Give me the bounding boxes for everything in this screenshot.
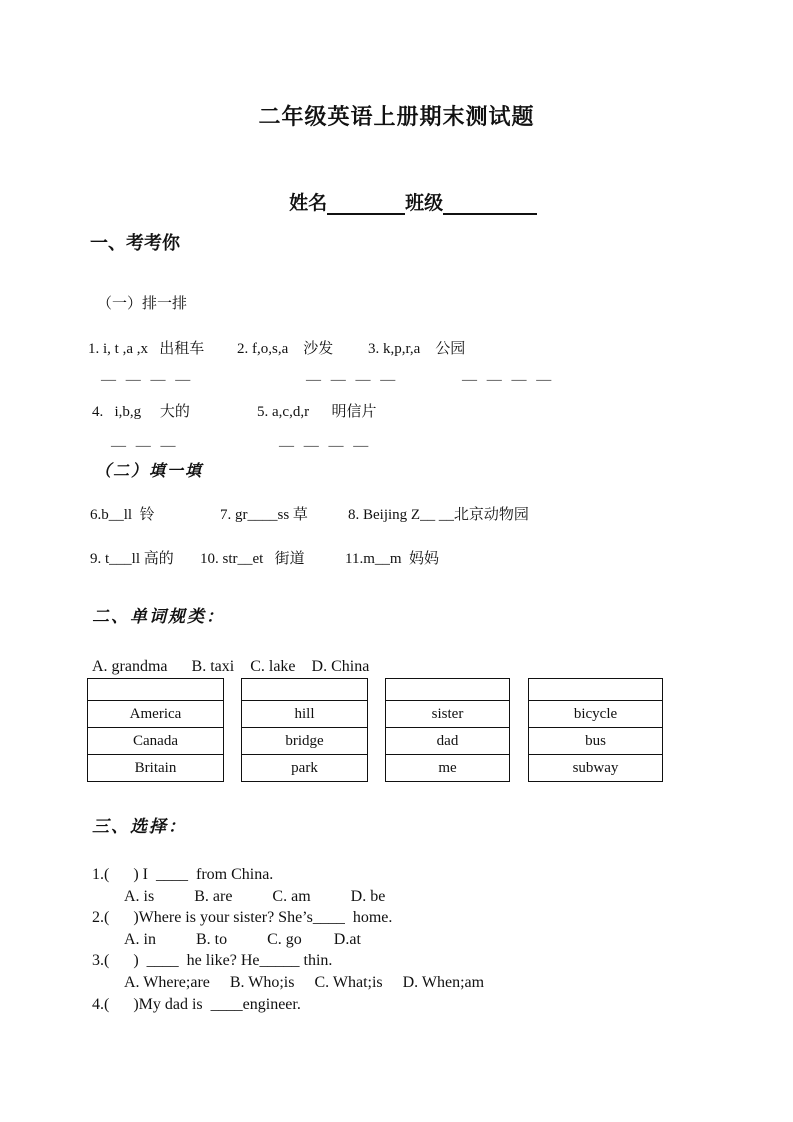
section-one-heading: 一、考考你 [90, 233, 180, 253]
classify-table-3 [385, 678, 510, 782]
table-cell: Canada [88, 727, 223, 754]
sort-item-3: 3. k,p,r,a 公园 [368, 341, 466, 357]
table-cell: bridge [242, 727, 367, 754]
fill-item-7: 7. gr____ss 草 [220, 507, 308, 523]
dash-group-4: — — — [111, 438, 179, 454]
part-b-heading: （二）填一填 [95, 463, 204, 480]
word-bank: A. grandma B. taxi C. lake D. China [92, 658, 370, 675]
section-three-heading: 三、选择： [92, 817, 187, 836]
sort-item-4: 4. i,b,g 大的 [92, 404, 190, 420]
table-cell: dad [386, 727, 509, 754]
dash-group-3: — — — — [462, 372, 555, 388]
table-cell: bicycle [529, 700, 662, 727]
fill-item-11: 11.m__m 妈妈 [345, 551, 440, 567]
classify-table-1 [87, 678, 224, 782]
question-line-3: 3.( ) ____ he like? He_____ thin. [92, 952, 333, 969]
sort-item-2: 2. f,o,s,a 沙发 [237, 341, 334, 357]
fill-item-6: 6.b__ll 铃 [90, 507, 155, 523]
option-line-2: A. in B. to C. go D.at [124, 931, 361, 948]
table-cell [529, 679, 662, 700]
section-two-heading: 二、单词规类： [92, 607, 225, 626]
fill-item-9: 9. t___ll 高的 [90, 551, 174, 567]
dash-group-1: — — — — [101, 372, 194, 388]
question-line-4: 4.( )My dad is ____engineer. [92, 996, 301, 1013]
question-line-1: 1.( ) I ____ from China. [92, 866, 274, 883]
table-cell: hill [242, 700, 367, 727]
table-cell: subway [529, 754, 662, 781]
option-line-1: A. is B. are C. am D. be [124, 888, 386, 905]
fill-item-8: 8. Beijing Z__ __北京动物园 [348, 507, 529, 523]
dash-group-5: — — — — [279, 438, 372, 454]
sort-item-5: 5. a,c,d,r 明信片 [257, 404, 377, 420]
table-cell: bus [529, 727, 662, 754]
class-label: 班级 [405, 193, 444, 214]
sort-item-1: 1. i, t ,a ,x 出租车 [88, 341, 205, 357]
dash-group-2: — — — — [306, 372, 399, 388]
classify-table-2 [241, 678, 368, 782]
page-title: 二年级英语上册期末测试题 [258, 104, 535, 129]
name-blank [327, 195, 405, 215]
option-line-3: A. Where;are B. Who;is C. What;is D. When;am [124, 974, 485, 991]
name-class-line [268, 166, 537, 237]
table-cell: me [386, 754, 509, 781]
table-cell: park [242, 754, 367, 781]
part-a-heading: （一）排一排 [97, 296, 188, 312]
table-cell: sister [386, 700, 509, 727]
classify-table-4 [528, 678, 663, 782]
question-line-2: 2.( )Where is your sister? She’s____ home. [92, 909, 393, 926]
class-blank [443, 195, 537, 215]
fill-item-10: 10. str__et 街道 [200, 551, 305, 567]
table-cell [242, 679, 367, 700]
table-cell: America [88, 700, 223, 727]
table-cell [88, 679, 223, 700]
name-label: 姓名 [289, 193, 328, 214]
table-cell: Britain [88, 754, 223, 781]
table-cell [386, 679, 509, 700]
